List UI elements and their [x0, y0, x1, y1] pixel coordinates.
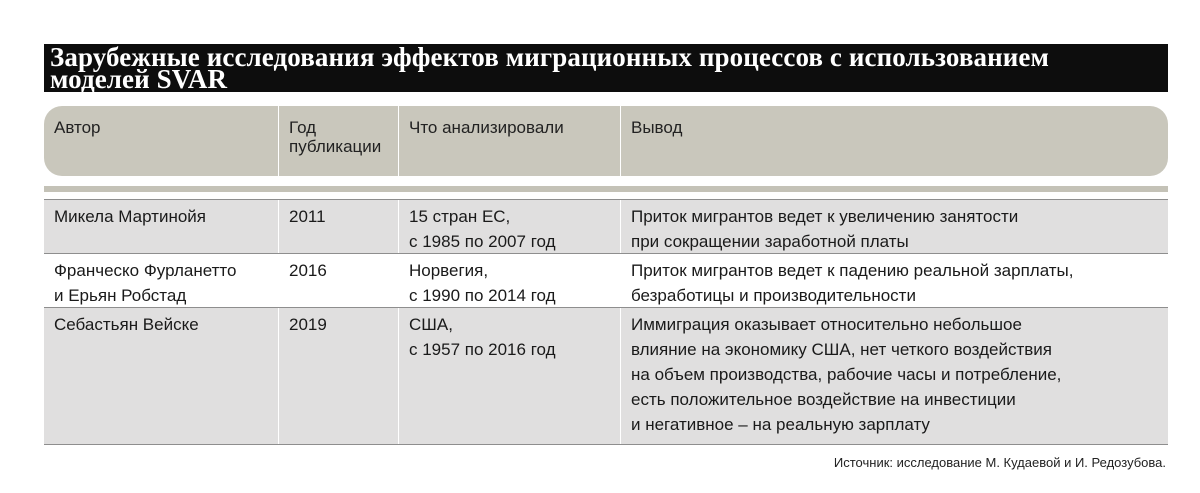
cell-analyzed — [398, 308, 620, 444]
conclusion-line: Приток мигрантов ведет к падению реальной зарплаты, — [631, 261, 1074, 280]
header-year-label-1: Год — [289, 118, 317, 137]
analyzed-line: США, — [409, 315, 453, 334]
header-divider — [44, 186, 1168, 192]
author-line: Микела Мартинойя — [54, 207, 206, 226]
conclusion-line: влияние на экономику США, нет четкого воздействия — [631, 340, 1052, 359]
header-analyzed-label: Что анализировали — [409, 118, 564, 137]
cell-author — [44, 254, 278, 307]
analyzed-line: с 1985 по 2007 год — [409, 232, 556, 251]
cell-year — [278, 254, 398, 307]
header-conclusion-label: Вывод — [631, 118, 683, 137]
conclusion-line: Приток мигрантов ведет к увеличению занятости — [631, 207, 1019, 226]
table-row — [44, 199, 1168, 253]
title-line-2: моделей SVAR — [50, 64, 228, 94]
analyzed-line: 15 стран ЕС, — [409, 207, 511, 226]
cell-analyzed — [398, 254, 620, 307]
cell-conclusion — [620, 308, 1168, 444]
table-title — [44, 44, 1168, 92]
analyzed-line: с 1957 по 2016 год — [409, 340, 556, 359]
conclusion-line: на объем производства, рабочие часы и потребление, — [631, 365, 1062, 384]
table-header — [44, 106, 1168, 176]
title-line-1: Зарубежные исследования эффектов миграционных процессов с использованием — [50, 42, 1049, 72]
analyzed-line: Норвегия, — [409, 261, 489, 280]
cell-author — [44, 308, 278, 444]
table-bottom-rule — [44, 444, 1168, 445]
cell-analyzed — [398, 200, 620, 253]
year-value: 2011 — [289, 207, 326, 226]
conclusion-line: безработицы и производительности — [631, 286, 916, 305]
conclusion-line: Иммиграция оказывает относительно небольшое — [631, 315, 1022, 334]
header-conclusion — [620, 106, 1168, 176]
cell-conclusion — [620, 200, 1168, 253]
cell-year — [278, 200, 398, 253]
header-year-label-2: публикации — [289, 137, 382, 156]
table-row — [44, 253, 1168, 307]
header-year — [278, 106, 398, 176]
header-analyzed — [398, 106, 620, 176]
conclusion-line: и негативное – на реальную зарплату — [631, 415, 930, 434]
conclusion-line: есть положительное воздействие на инвестиции — [631, 390, 1016, 409]
year-value: 2019 — [289, 315, 327, 334]
header-author-label: Автор — [54, 118, 101, 137]
conclusion-line: при сокращении заработной платы — [631, 232, 909, 251]
analyzed-line: с 1990 по 2014 год — [409, 286, 556, 305]
cell-conclusion — [620, 254, 1168, 307]
author-line: Себастьян Вейске — [54, 315, 199, 334]
source-note: Источник: исследование М. Кудаевой и И. Редозубова. — [833, 455, 1166, 470]
table-row — [44, 307, 1168, 444]
year-value: 2016 — [289, 261, 327, 280]
author-line: и Ерьян Робстад — [54, 286, 187, 305]
author-line: Франческо Фурланетто — [54, 261, 237, 280]
cell-year — [278, 308, 398, 444]
cell-author — [44, 200, 278, 253]
header-author — [44, 106, 278, 176]
